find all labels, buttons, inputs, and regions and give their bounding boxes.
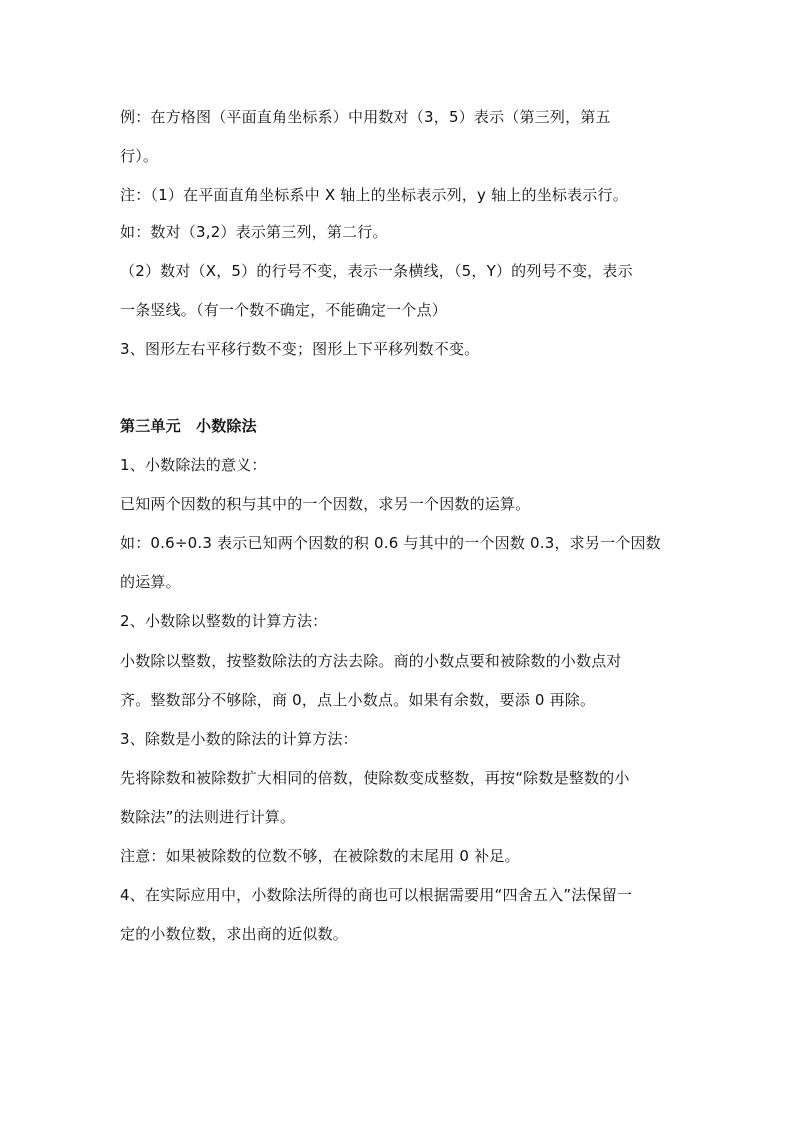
text-line: 3、图形左右平移行数不变；图形上下平移列数不变。 — [120, 340, 480, 358]
text-line: 例：在方格图（平面直角坐标系）中用数对（3，5）表示（第三列，第五 — [120, 108, 611, 126]
text-line: 一条竖线。（有一个数不确定，不能确定一个点） — [120, 301, 447, 319]
text-line: 已知两个因数的积与其中的一个因数，求另一个因数的运算。 — [120, 495, 531, 513]
text-line: 注：（1）在平面直角坐标系中 X 轴上的坐标表示列，y 轴上的坐标表示行。 — [120, 186, 628, 204]
text-line: 4、在实际应用中，小数除法所得的商也可以根据需要用“四舍五入”法保留一 — [120, 886, 633, 904]
text-line: 先将除数和被除数扩大相同的倍数，使除数变成整数，再按“除数是整数的小 — [120, 769, 630, 787]
text-line: 1、小数除法的意义： — [120, 456, 267, 474]
text-line: 行）。 — [120, 147, 159, 165]
text-line: 如：0.6÷0.3 表示已知两个因数的积 0.6 与其中的一个因数 0.3，求另一个因数 — [120, 534, 661, 552]
text-line: 3、除数是小数的除法的计算方法： — [120, 730, 358, 748]
text-line: 小数除以整数，按整数除法的方法去除。商的小数点要和被除数的小数点对 — [120, 652, 622, 670]
text-line: 定的小数位数，求出商的近似数。 — [120, 925, 349, 943]
text-line: 齐。整数部分不够除，商 0，点上小数点。如果有余数，要添 0 再除。 — [120, 691, 596, 709]
text-line: （2）数对（X，5）的行号不变，表示一条横线，（5，Y）的列号不变，表示 — [120, 262, 633, 280]
text-line: 2、小数除以整数的计算方法： — [120, 612, 328, 630]
text-line: 如：数对（3,2）表示第三列，第二行。 — [120, 223, 388, 241]
text-line: 的运算。 — [120, 573, 181, 591]
text-line: 数除法”的法则进行计算。 — [120, 808, 296, 826]
section-heading: 第三单元 小数除法 — [120, 417, 257, 435]
text-line: 注意：如果被除数的位数不够，在被除数的末尾用 0 补足。 — [120, 847, 520, 865]
